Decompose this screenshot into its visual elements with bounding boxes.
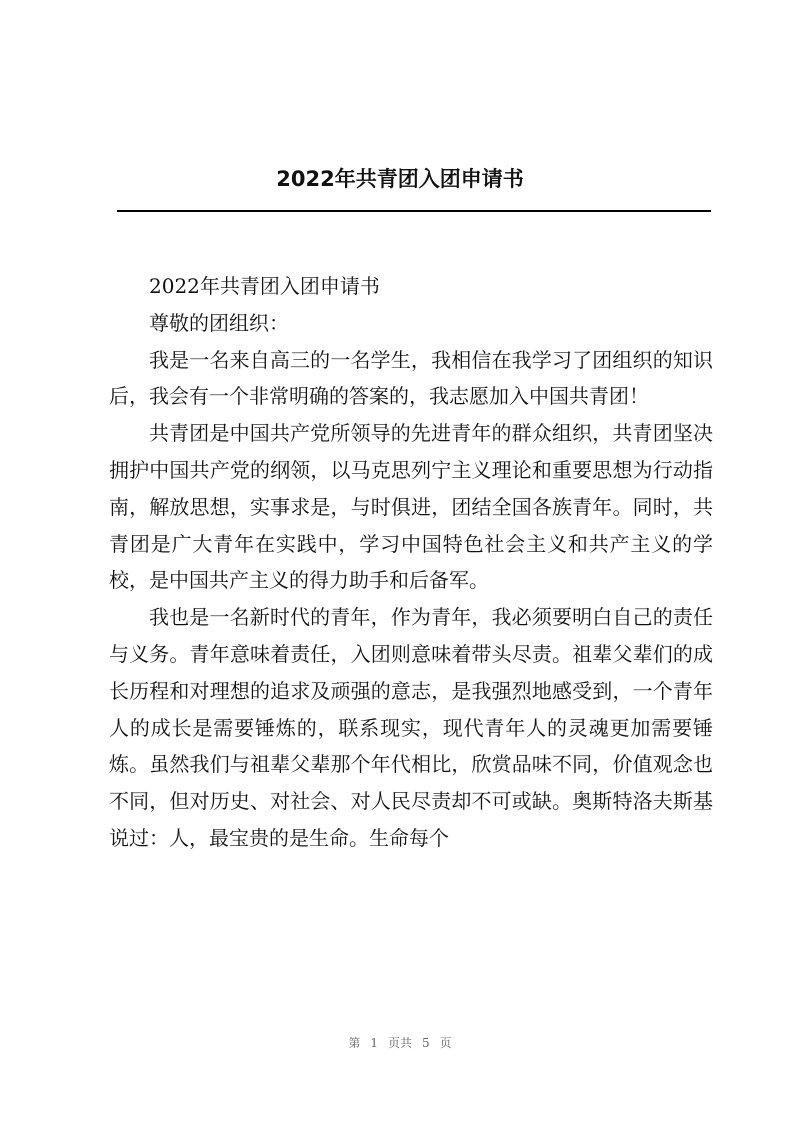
footer-suffix: 页	[439, 1036, 452, 1050]
footer-total-pages: 5	[422, 1036, 430, 1050]
body-heading: 2022年共青团入团申请书	[149, 274, 380, 298]
paragraph-about-league: 共青团是中国共产党所领导的先进青年的群众组织，共青团坚决拥护中国共产党的纲领，以马克思列宁主义理论和重要思想为行动指南，解放思想，实事求是，与时俱进，团结全国各族青年。同时，共青团是广大青年在实践中，学习中国特色社会主义和共产主义的学校，是中国共产主义的得力助手和后备军。	[109, 421, 713, 593]
footer-prefix: 第	[348, 1036, 361, 1050]
page-number-footer	[0, 1034, 800, 1051]
paragraph-responsibility: 我也是一名新时代的青年，作为青年，我必须要明白自己的责任与义务。青年意味着责任，入团则意味着带头尽责。祖辈父辈们的成长历程和对理想的追求及顽强的意志，是我强烈地感受到，一个青年人的成长是需要锤炼的，联系现实，现代青年人的灵魂更加需要锤炼。虽然我们与祖辈父辈那个年代相比，欣赏品味不同，价值观念也不同，但对历史、对社会、对人民尽责却不可或缺。奥斯特洛夫斯基说过：人，最宝贵的是生命。生命每个	[109, 605, 713, 850]
title-divider	[117, 210, 711, 212]
document-body	[109, 268, 713, 857]
document-title: 2022年共青团入团申请书	[276, 167, 524, 191]
salutation: 尊敬的团组织：	[149, 310, 289, 335]
footer-middle: 页共	[387, 1036, 412, 1050]
paragraph-intro: 我是一名来自高三的一名学生，我相信在我学习了团组织的知识后，我会有一个非常明确的答案的，我志愿加入中国共青团！	[109, 347, 713, 409]
footer-current-page: 1	[370, 1036, 378, 1050]
